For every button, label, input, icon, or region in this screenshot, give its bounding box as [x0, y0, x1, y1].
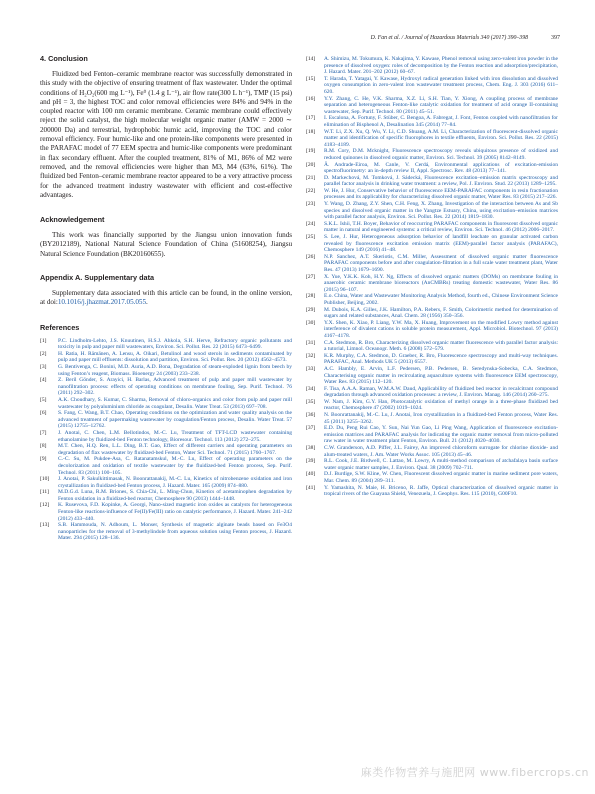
- reference-item[interactable]: [306, 307, 558, 320]
- reference-number: [3]: [40, 364, 47, 371]
- reference-item[interactable]: [306, 221, 558, 234]
- reference-item[interactable]: [40, 351, 292, 364]
- reference-item[interactable]: [306, 129, 558, 149]
- reference-item[interactable]: [306, 76, 558, 96]
- reference-text[interactable]: S. Fang, C. Wang, B.T. Chao, Operating conditions on the optimization and water quality analysis on the advanced treatment of papermaking wastewater by coagulation/Fenton process, Desalin. Water Treat. 57 (2015) 12755–12762.: [58, 410, 292, 430]
- reference-number: [34]: [306, 385, 316, 392]
- reference-text[interactable]: C.W. Granderson, A.D. Piffer, J.L. Fairey, An improved chloroform surrogate for chlorine dioxide- and alum-treated waters, J. Am. Water Works Assoc. 105 (2013) 45–46.: [324, 445, 558, 458]
- appendix-text-tail: .: [146, 298, 148, 307]
- reference-text[interactable]: G. Bentivenga, C. Bonini, M.D. Auria, A.D. Bona, Degradation of steam-exploded lignin from beech by using Fenton’s reagent, Biomass. Bioenergy 24 (2003) 233–238.: [58, 364, 292, 377]
- reference-number: [15]: [306, 75, 316, 82]
- acknowledgement-heading: Acknowledgement: [40, 215, 105, 225]
- reference-number: [12]: [40, 502, 50, 509]
- conclusion-text: Fluidized bed Fenton–ceramic membrane reactor was successfully demonstrated in this study with the objective of ensuring treatment of flax wastewater. Under the optimal conditions of H₂O₂(600 mg L⁻¹), Fe⁰ (1.4 g L⁻¹), air flow rate(300 L h⁻¹), TMP (15 psi) and pH = 3, the highest TOC and color removal efficiencies were 84% and 94% in the coupled reactor with 100 nm ceramic membrane. Ceramic membrane could effectively reject the solid catalyst, the high molecular weight organic matter (AMW = 2000 ∼ 200000 Da) and terrestrial, hydrophobic humic acid, improving the TOC and color removal efficiency. Four humic-like and one protein-like components were presented in the PARAFAC model of 77 EEM spectra and humic-like components were predominant in flax secondary effluent. After the coupled treatment, 81% of M1, 86% of M2 were removed, and the removal efficiencies were higher than M3, M4 (63%, 61%). The fluidized bed Fenton–ceramic membrane reactor appeared to be a very attractive process for the advanced treatment industry wastewater with efficient and cost-effective advantages.: [40, 70, 292, 199]
- reference-number: [30]: [306, 319, 316, 326]
- reference-item[interactable]: [40, 377, 292, 397]
- reference-text[interactable]: N.P. Sanchez, A.T. Skeriotis, C.M. Miller, Assessment of dissolved organic matter fluorescence PARAFAC components before and after coagulation-filtration in a full scale water treatment plant, Water Res. 47 (2013) 1679–1690.: [324, 253, 558, 273]
- reference-text[interactable]: D.J. Burdige, S.W. Kline, W. Chen, Fluorescent dissolved organic matter in marine sediment pore waters, Mar. Chem. 89 (2004) 289–311.: [324, 471, 558, 484]
- reference-text[interactable]: S.B. Hammouda, N. Adhoum, L. Monser, Synthesis of magnetic alginate beads based on Fe3O4 nanoparticles for the removal of 3-methylindole from aqueous solution using Fenton process, J. Hazard. Mater. 294 (2015) 128–136.: [58, 522, 292, 542]
- reference-item[interactable]: [306, 366, 558, 386]
- reference-item[interactable]: [40, 489, 292, 502]
- reference-item[interactable]: [40, 364, 292, 377]
- reference-text[interactable]: W. Nam, J. Kim, G.Y. Han, Photocatalytic oxidation of methyl orange in a three-phase fluidized bed reactor, Chemosphere 47 (2002) 1019–1024.: [324, 398, 558, 412]
- reference-item[interactable]: [306, 56, 558, 76]
- reference-number: [36]: [306, 412, 316, 419]
- reference-text[interactable]: E.o. China, Water and Wastewater Monitoring Analysis Method, fourth ed., Chinese Environment Science Publisher, Beijing, 2002.: [324, 293, 558, 306]
- page-header: [40, 35, 560, 47]
- reference-text[interactable]: K.R. Murphy, C.A. Stedmon, D. Graeber, R. Bro, Fluorescence spectroscopy and multi-way techniques. PARAFAC, Anal. Methods UK 5 (2013) 6557.: [324, 352, 558, 366]
- reference-text[interactable]: M.D.G.d. Luna, R.M. Briones, S. Chia-Chi, L. Ming-Chun, Kinetics of acetaminophen degradation by Fenton oxidation in a fluidized-bed reactor, Chemosphere 90 (2013) 1444–1448.: [58, 489, 292, 502]
- reference-number: [35]: [306, 398, 316, 405]
- reference-text[interactable]: D. Markechová, M. Tomková, J. Sádecká, Fluorescence excitation–emission matrix spectroscopy and parallel factor analysis in drinking water treatment: a review, Pol. J. Environ. Stud. 22 (2013) 1289–1295.: [324, 174, 558, 188]
- reference-number: [28]: [306, 293, 316, 300]
- reference-item[interactable]: [306, 162, 558, 175]
- reference-item[interactable]: [40, 502, 292, 522]
- appendix-heading: Appendix A. Supplementary data: [40, 273, 155, 283]
- reference-number: [4]: [40, 377, 47, 384]
- reference-number: [9]: [40, 456, 47, 463]
- reference-item[interactable]: [306, 458, 558, 471]
- reference-item[interactable]: [306, 485, 558, 498]
- reference-number: [31]: [306, 339, 316, 346]
- reference-item[interactable]: [306, 148, 558, 161]
- reference-text[interactable]: W.T. Li, Z.X. Xu, Q. Wu, Y. Li, C.D. Shuang, A.M. Li, Characterization of fluorescent-dissolved organic matter and identification of specific fluorophores in textile effluents, Environ. Sci. Pollut. Res. 22 (2015) 4183–4189.: [324, 128, 558, 148]
- appendix-text-body: Supplementary data associated with this article can be found, in the online version, at doi:: [40, 289, 292, 307]
- reference-number: [37]: [306, 425, 316, 432]
- reference-number: [6]: [40, 410, 47, 417]
- reference-number: [10]: [40, 476, 50, 483]
- reference-number: [1]: [40, 337, 47, 344]
- reference-text[interactable]: J. Anotai, C. Chen, L.M. Bellotindos, M.-C. Lu, Treatment of TFT-LCD wastewater containing ethanolamine by fluidized-bed Fenton technology, Bioresour. Technol. 113 (2012) 272–275.: [58, 429, 292, 443]
- reference-number: [2]: [40, 350, 47, 357]
- reference-item[interactable]: [40, 456, 292, 476]
- reference-text[interactable]: N. Boonrattanakij, M.-C. Lu, J. Anotai, Iron crystallization in a fluidized-bed Fenton process, Water Res. 45 (2011) 3255–3262.: [324, 412, 558, 425]
- reference-item[interactable]: [306, 293, 558, 306]
- reference-item[interactable]: [40, 430, 292, 443]
- doi-link[interactable]: 10.1016/j.jhazmat.2017.05.055: [57, 298, 147, 307]
- reference-number: [40]: [306, 471, 316, 478]
- reference-item[interactable]: [306, 399, 558, 412]
- reference-number: [38]: [306, 445, 316, 452]
- reference-text[interactable]: H. Ratia, H. Rämänen, A. Lensu, A. Oikari, Betulinol and wood sterols in sediments contaminated by pulp and paper mill effluents: dissolution and partition, Environ. Sci. Pollut. Res. 20 (2012) 4562–4573.: [58, 350, 292, 364]
- conclusion-heading: 4. Conclusion: [40, 54, 88, 63]
- reference-text[interactable]: S.K.L. Ishii, T.H. Boyer, Behavior of reoccurring PARAFAC components in fluorescent dissolved organic matter in natural and engineered systems: a critical review, Environ. Sci. Technol. 46 (2012) 2006–2017.: [324, 220, 558, 234]
- running-title: D. Fan et al. / Journal of Hazardous Materials 340 (2017) 390–398: [370, 35, 528, 41]
- acknowledgement-text: This work was financially supported by the Jiangsu union innovation funds (BY2012189), National Natural Science Foundation of China (51608254), Jiangsu Natural Science Foundation (BK20160655).: [40, 231, 292, 258]
- reference-number: [16]: [306, 95, 316, 102]
- reference-number: [5]: [40, 396, 47, 403]
- reference-number: [26]: [306, 253, 316, 260]
- reference-number: [23]: [306, 201, 316, 208]
- reference-text[interactable]: Â. Andrade-Eiroa, M. Canle, V. Cerdá, Environmental applications of excitation-emission spectrofluorimetry: an in-depth review II, Appl. Spectrosc. Rev. 48 (2013) 77–141.: [324, 161, 558, 175]
- reference-item[interactable]: [306, 175, 558, 188]
- reference-number: [32]: [306, 352, 316, 359]
- reference-text[interactable]: T. Harada, T. Yatagai, Y. Kawase, Hydroxyl radical generation linked with iron dissolution and dissolved oxygen consumption in zero-valent iron wastewater treatment process, Chem. Eng. J. 303 (2016) 611–620.: [324, 75, 558, 95]
- reference-item[interactable]: [306, 340, 558, 353]
- page-number: 397: [551, 35, 560, 41]
- reference-number: [27]: [306, 273, 316, 280]
- reference-text[interactable]: S. Lee, J. Hur, Heterogeneous adsorption behavior of landfill leachate on granular activated carbon revealed by fluorescence excitation emission matrix (EEM)-parallel factor analysis (PARAFAC), Chemosphere 149 (2016) 41–48.: [324, 234, 558, 254]
- reference-number: [24]: [306, 220, 316, 227]
- reference-text[interactable]: I. Escalona, A. Fortuny, F. Stüber, C. Bengoa, A. Fabregat, J. Font, Fenton coupled with nanofiltration for elimination of Bisphenol A, Desalination 345 (2014) 77–84.: [324, 115, 558, 128]
- watermark: 麻类作物营养与施肥网 www.fibercrops.cn: [360, 766, 589, 779]
- reference-number: [25]: [306, 234, 316, 241]
- reference-number: [21]: [306, 174, 316, 181]
- reference-number: [7]: [40, 429, 47, 436]
- reference-number: [11]: [40, 489, 49, 496]
- reference-number: [39]: [306, 458, 316, 465]
- reference-item[interactable]: [306, 96, 558, 116]
- reference-number: [41]: [306, 484, 316, 491]
- reference-text[interactable]: Z. Beril Gönder, S. Arayici, H. Barlas, Advanced treatment of pulp and paper mill wastewater by nanofiltration process: effects of operating conditions on membrane fouling, Sep. Purif. Technol. 76 (2011) 292–302.: [58, 377, 292, 397]
- reference-item[interactable]: [306, 320, 558, 340]
- reference-item[interactable]: [306, 386, 558, 399]
- reference-number: [20]: [306, 161, 316, 168]
- reference-item[interactable]: [306, 115, 558, 128]
- reference-number: [22]: [306, 187, 316, 194]
- reference-number: [18]: [306, 128, 316, 135]
- reference-item[interactable]: [306, 425, 558, 445]
- reference-number: [33]: [306, 365, 316, 372]
- reference-text[interactable]: A. Shimizu, M. Tokumura, K. Nakajima, Y. Kawase, Phenol removal using zero-valent iron powder in the presence of dissolved oxygen: roles of decomposition by the Fenton reaction and adsorption/precipitation, J. Hazard. Mater. 201–202 (2012) 60–67.: [324, 56, 558, 76]
- reference-item[interactable]: [306, 412, 558, 425]
- reference-text[interactable]: F. Tisa, A.A.A. Raman, W.M.A.W. Daud, Applicability of fluidized bed reactor in recalcitrant compound degradation through advanced oxidation processes: a review, J. Environ. Manag. 146 (2014) 260–275.: [324, 385, 558, 399]
- reference-text[interactable]: E.D. Du, Peng Rui Cao, Y. Sun, Nai Yun Gao, Li Ping Wang, Application of fluorescence excitation-emission matrices and PARAFAC analysis for indicating the organic matter removal from micro-polluted raw water in water treatment plant Fenton, Environ. Bull. 21 (2012) 4020–4030.: [324, 425, 558, 445]
- reference-item[interactable]: [40, 522, 292, 542]
- reference-text[interactable]: Y. Wang, D. Zhang, Z.Y. Shen, C.H. Feng, X. Zhang, Investigation of the interaction between As and Sb species and dissolved organic matter in the Yangtze Estuary, China, using excitation–emission matrices with parallel factor analysis, Environ. Sci. Pollut. Res. 22 (2014) 1819–1830.: [324, 201, 558, 221]
- reference-list-right: [306, 56, 558, 498]
- reference-text[interactable]: W. He, J. Hur, Conservative behavior of fluorescence EEM-PARAFAC components in resin fractionation processes and its applicability for characterizing dissolved organic matter, Water Res. 83 (2015) 217–226.: [324, 187, 558, 201]
- reference-list-left: [40, 338, 292, 542]
- reference-number: [17]: [306, 115, 316, 122]
- reference-text[interactable]: M. Dubois, K.A. Gilles, J.K. Hamilton, P.A. Rebers, F. Smith, Colorimetric method for determination of sugars and related substances, Anal. Chem. 28 (1956) 350–356.: [324, 306, 558, 320]
- reference-item[interactable]: [40, 443, 292, 456]
- reference-item[interactable]: [306, 254, 558, 274]
- reference-item[interactable]: [40, 338, 292, 351]
- reference-item[interactable]: [306, 353, 558, 366]
- reference-text[interactable]: Y.Y. Zhang, C. He, V.K. Sharma, X.Z. Li, S.H. Tian, Y. Xiong, A coupling process of membrane separation and heterogeneous Fenton-like catalytic oxidation for treatment of acid orange II-containing wastewater, Sep. Purif. Technol. 80 (2011) 45–51.: [324, 95, 558, 115]
- reference-text[interactable]: X. Yue, Y.K.K. Koh, H.Y. Ng, Effects of dissolved organic matters (DOMs) on membrane fouling in anaerobic ceramic membrane bioreactors (AnCMBRs) treating domestic wastewater, Water Res. 86 (2015) 96–107.: [324, 273, 558, 293]
- left-column: [40, 54, 292, 542]
- references-heading: References: [40, 322, 80, 332]
- reference-item[interactable]: [306, 471, 558, 484]
- reference-text[interactable]: J. Anotai, P. Sakulkittimasak, N. Boonrattanakij, M.-C. Lu, Kinetics of nitrobenzene oxidation and iron crystallization in fluidized-bed Fenton process, J. Hazard. Mater. 165 (2009) 874–880.: [58, 476, 292, 489]
- reference-item[interactable]: [306, 234, 558, 254]
- reference-text[interactable]: A.C. Hambly, E. Arvin, L.F. Pedersen, P.B. Pedersen, B. Seredynska-Sobecka, C.A. Stedmon, Characterising organic matter in recirculating aquaculture systems with fluorescence EEM spectroscopy, Water Res. 83 (2015) 112–120.: [324, 365, 558, 386]
- reference-text[interactable]: P.C. Lindholm-Lehto, J.S. Knuutinen, H.S.J. Ahkola, S.H. Herve, Refractory organic pollutants and toxicity in pulp and paper mill wastewaters, Environ. Sci. Pollut. Res. 22 (2015) 6473–6499.: [58, 337, 292, 351]
- reference-item[interactable]: [306, 274, 558, 294]
- reference-text[interactable]: R.M. Cory, D.M. Mcknight, Fluorescence spectroscopy reveals ubiquitous presence of oxidized and reduced quinones in dissolved organic matter, Environ. Sci. Technol. 39 (2005) 8142–8149.: [324, 148, 558, 161]
- reference-number: [8]: [40, 443, 47, 450]
- reference-item[interactable]: [40, 410, 292, 430]
- reference-text[interactable]: A.K. Choudhary, S. Kumar, C. Sharma, Removal of chloro-organics and color from pulp and paper mill wastewater by polyaluminium chloride as coagulant, Desalin. Water Treat. 53 (2013) 697–708.: [58, 396, 292, 410]
- reference-text[interactable]: Y. Yamashita, N. Maie, H. Briceno, R. Jaffe, Optical characterization of dissolved organic matter in tropical rivers of the Guayana Shield, Venezuela, J. Geophys. Res. 115 (2010), G00F10.: [324, 484, 558, 498]
- appendix-text: [40, 289, 292, 308]
- reference-item[interactable]: [306, 445, 558, 458]
- reference-number: [29]: [306, 306, 316, 313]
- right-column: [306, 56, 558, 498]
- reference-item[interactable]: [40, 397, 292, 410]
- reference-text[interactable]: M.T. Chen, H.Q. Ren, L.L. Ding, B.T. Gao, Effect of different carriers and operating parameters on degradation of flax wastewater by fluidized-bed Fenton, Water Sci. Technol. 71 (2015) 1760–1767.: [58, 443, 292, 456]
- reference-item[interactable]: [40, 476, 292, 489]
- reference-text[interactable]: C.-C. Su, M. Pukdee-Asa, C. Ratanatamskul, M.-C. Lu, Effect of operating parameters on the decolorization and oxidation of textile wastewater by the fluidized-bed Fenton process, Sep. Purif. Technol. 83 (2011) 100–105.: [58, 456, 292, 476]
- reference-number: [19]: [306, 148, 316, 155]
- reference-item[interactable]: [306, 201, 558, 221]
- reference-text[interactable]: K. Rusevova, F.D. Kopinke, A. Georgi, Nano-sized magnetic iron oxides as catalysts for heterogeneous Fenton-like reactions-influence of Fe(II)/Fe(III) ratio on catalytic performance, J. Hazard. Mater. 241–242 (2012) 433–440.: [58, 502, 292, 522]
- reference-number: [14]: [306, 56, 316, 62]
- reference-text[interactable]: Y.X. Shen, K. Xiao, P. Liang, Y.W. Ma, X. Huang, Improvement on the modified Lowry method against interference of divalent cations in soluble protein measurement, Appl. Microbiol. Biotechnol. 97 (2013) 4167–4178.: [324, 319, 558, 339]
- reference-number: [13]: [40, 522, 50, 529]
- reference-text[interactable]: R.L. Cook, J.E. Birdwell, C. Lattao, M. Lowry, A multi-method comparison of atchafalaya basin surface water organic matter samples, J. Environ. Qual. 38 (2009) 702–711.: [324, 458, 558, 471]
- reference-item[interactable]: [306, 188, 558, 201]
- reference-text[interactable]: C.A. Stedmon, R. Bro, Characterizing dissolved organic matter fluorescence with parallel factor analysis: a tutorial, Limnol. Oceanogr. Meth. 6 (2008) 572–579.: [324, 339, 558, 353]
